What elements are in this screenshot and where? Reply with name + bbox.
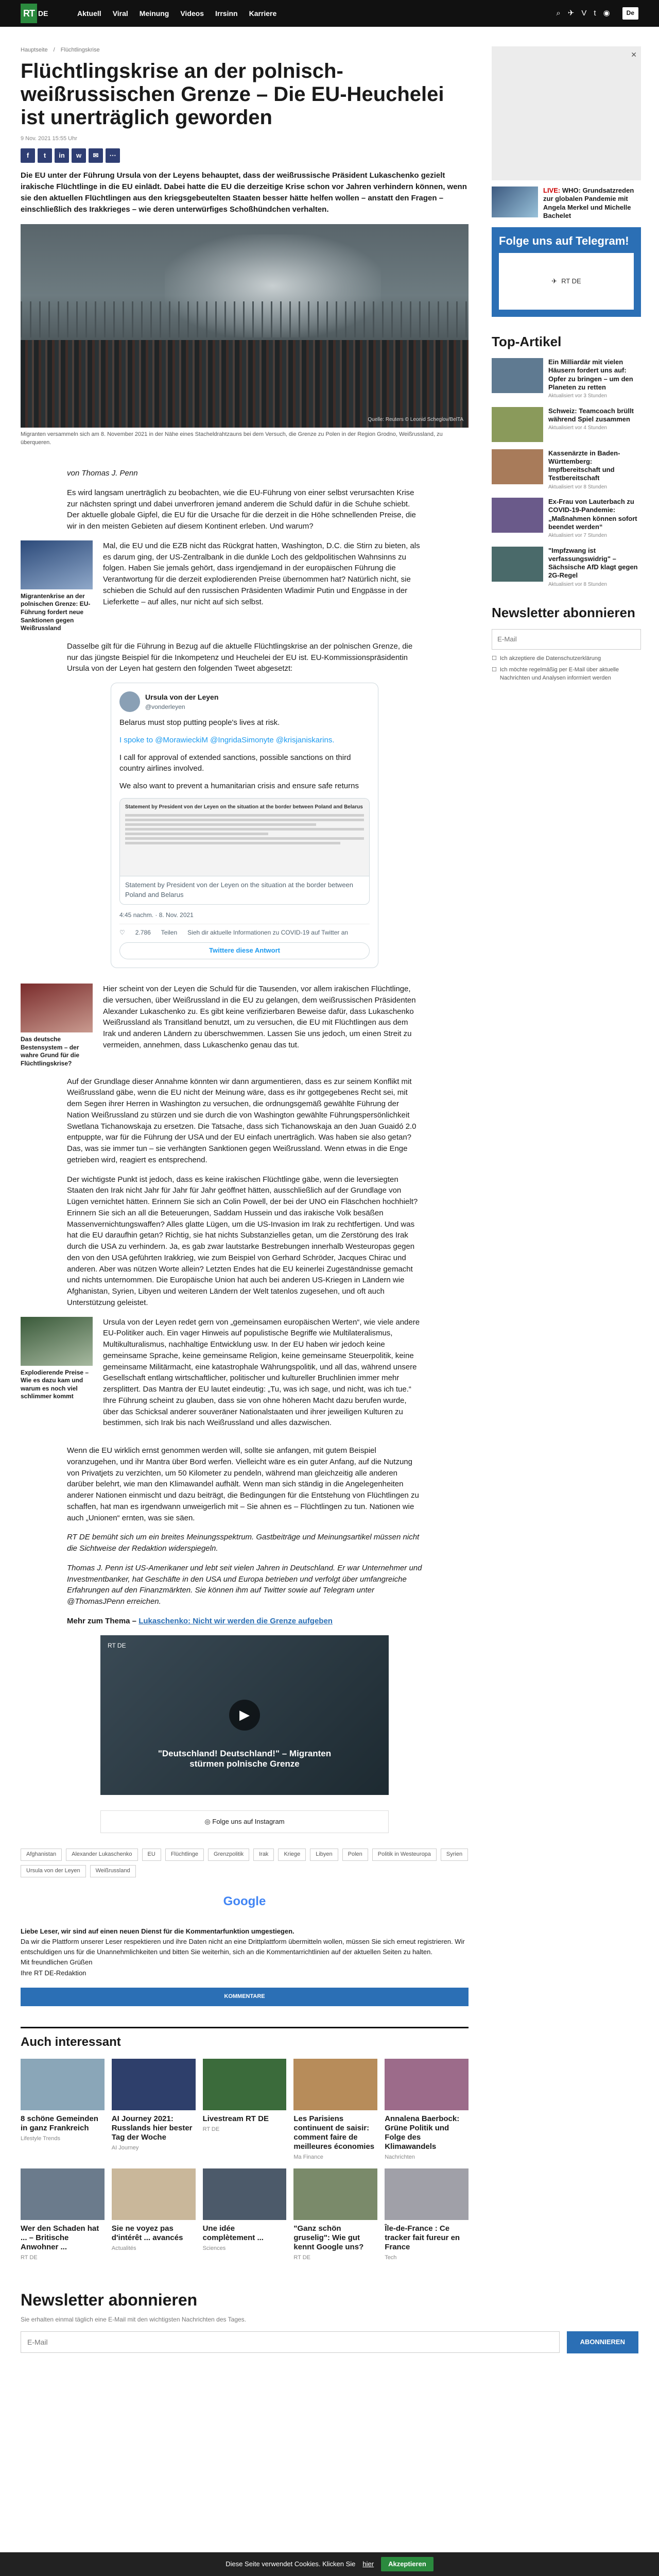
rt-logo[interactable] — [21, 4, 57, 23]
tweet-info[interactable]: Sieh dir aktuelle Informationen zu COVID-19 auf Twitter an — [187, 928, 349, 936]
related-title-1: Migrantenkrise an der polnischen Grenze: EU-Führung fordert neue Sanktionen gegen Weißrussland — [21, 592, 91, 632]
more-topic-label: Mehr zum Thema – — [67, 1616, 137, 1625]
card-image — [293, 2168, 377, 2220]
live-text: WHO: Grundsatzreden zur globalen Pandemie mit Angela Merkel und Michelle Bachelet — [543, 187, 634, 219]
breadcrumb — [21, 46, 469, 55]
breadcrumb-topic[interactable]: Flüchtlingskrise — [60, 47, 100, 53]
paragraph-5: Auf der Grundlage dieser Annahme könnten wir dann argumentieren, dass es zur seinem Konflikt mit Weißrussland gäbe, wenn die EU nicht der Meinung wäre, dass es ihr gottgegebenes Recht sei, mit dem Segen ihrer Herren in Washington zu versuchen, die ordnungsgemäß gewählte Führung der Nation Weißrussland zu stürzen und sie durch die von Washington gewählte Führungspersönlichkeit Swetlana Tichanowskaja zu ersetzen. Die Tatsache, dass sich Tichanowskaja an den Juan Guaidó 2.0 entpuppte, war für die Führung der USA und der EU einfach unerträglich. Was haben sie also getan? Das, was sie immer tun – sie verhängten Sanktionen gegen Weißrussland. Wenn etwas in die Enge getrieben wird, reagiert es entsprechend. — [67, 1077, 417, 1164]
disclaimer: RT DE bemüht sich um ein breites Meinungsspektrum. Gastbeiträge und Meinungsartikel müssen nicht die Sichtweise der Redaktion widerspiegeln. — [67, 1533, 420, 1553]
newsletter-bottom-button[interactable]: ABONNIEREN — [567, 2331, 638, 2353]
comment-notice — [21, 1926, 469, 1978]
hero-image — [21, 224, 469, 428]
top-article[interactable] — [492, 358, 641, 400]
newsletter-bottom-row — [21, 2331, 638, 2353]
embedded-tweet — [111, 683, 378, 968]
hero-crowd — [21, 340, 469, 428]
twitter-share-icon[interactable]: t — [38, 148, 52, 163]
play-icon[interactable]: ▶ — [229, 1700, 260, 1731]
newsletter-bottom — [21, 2288, 638, 2353]
tweet-time[interactable]: 4:45 nachm. · 8. Nov. 2021 — [119, 911, 194, 919]
top-article-title: Ein Milliardär mit vielen Häusern fordert uns auf: Opfer zu bringen – um den Planeten zu retten — [548, 358, 633, 391]
doc-line — [125, 837, 364, 840]
top-article-time: Aktualisiert vor 8 Stunden — [548, 581, 607, 587]
doc-line — [125, 828, 364, 831]
card-title: Sie ne voyez pas d'intérêt ... avancés — [111, 2224, 183, 2243]
related-image-3 — [21, 1317, 93, 1366]
tweet-header — [119, 691, 370, 712]
instagram-follow[interactable] — [100, 1810, 389, 1834]
newsletter-bottom-title: Newsletter abonnieren — [21, 2291, 198, 2310]
top-article[interactable] — [492, 449, 641, 491]
inline-block-1 — [21, 540, 422, 633]
newsletter-bottom-sub: Sie erhalten einmal täglich eine E-Mail mit den wichtigsten Nachrichten des Tages. — [21, 2315, 247, 2323]
article-date: 9 Nov. 2021 15:55 Uhr — [21, 135, 77, 142]
logo-rt: RT — [21, 4, 37, 23]
top-article-time: Aktualisiert vor 8 Stunden — [548, 484, 607, 490]
telegram-box[interactable] — [492, 227, 641, 317]
top-article-image — [492, 407, 543, 442]
card-image — [203, 2059, 287, 2110]
card-title: "Ganz schön gruselig": Wie gut kennt Google uns? — [293, 2224, 364, 2252]
telegram-card — [499, 253, 634, 310]
related-article-1[interactable] — [21, 540, 93, 633]
card-title: Une idée complètement ... — [202, 2224, 264, 2243]
notice-line-3: Mit freundlichen Grüßen — [21, 1958, 93, 1967]
card-source: Lifestyle Trends — [21, 2135, 61, 2142]
tweet-text-2[interactable]: I spoke to @MorawieckiM @IngridaSimonyte @krisjaniskarins. — [119, 735, 335, 744]
tag[interactable]: Weißrussland — [90, 1865, 136, 1877]
cookie-text: Diese Seite verwendet Cookies. Klicken Sie — [226, 2560, 356, 2568]
top-article-title: Schweiz: Teamcoach brüllt während Spiel zusammen — [548, 406, 634, 423]
card-source: Tech — [385, 2255, 397, 2261]
notice-line-1: Liebe Leser, wir sind auf einen neuen Dienst für die Kommentarfunktion umgestiegen. — [21, 1927, 294, 1936]
telegram-icon: ✈ — [551, 277, 558, 285]
card-title: Wer den Schaden hat ... – Britische Anwohner ... — [21, 2224, 99, 2252]
tag[interactable]: Ursula von der Leyen — [21, 1865, 86, 1877]
tag[interactable]: Politik in Westeuropa — [372, 1849, 437, 1861]
card-title: AI Journey 2021: Russlands hier bester Tag der Woche — [111, 2114, 193, 2142]
video-channel: RT DE — [108, 1641, 126, 1649]
nav-item-meinung[interactable]: Meinung — [139, 9, 169, 18]
paragraph-7: Ursula von der Leyen redet gern von „gemeinsamen europäischen Werten“, wie viele andere EU-Politiker auch. Ein vager Hinweis auf populistische Begriffe wie Multilateralismus, Multikulturalismus, nachhaltige Entwicklung usw. In der EU haben wir jedoch keine gemeinsame Sprache, keine gemeinsame Religion, keine gemeinsame Steuerpolitik, keine gemeinsame Militärmacht, eine katastrophale Währungspolitik, und all das, während unsere Gesellschaft entlang wirtschaftlicher, politischer und kultureller Bruchlinien immer mehr zersplittert. Das Mantra der EU lautet eindeutig: „Tu, was ich sage, und nicht, was ich tue.“ Ihre Führung scheint zu glauben, dass sie von ohne höheren Macht dazu berufen wurde, über das Schicksal anderer souveräner Nationalstaaten und ihrer jeweiligen Kulturen zu bestimmen, sich Irak bis nach Weißrussland und alles dazwischen. — [103, 1317, 420, 1428]
tag[interactable]: EU — [142, 1849, 161, 1861]
tweet-author-name[interactable]: Ursula von der Leyen — [145, 693, 219, 702]
tag[interactable]: Grenzpolitik — [208, 1849, 249, 1861]
updates-checkbox-row[interactable] — [492, 666, 641, 683]
tag-list — [21, 1849, 469, 1877]
live-label: LIVE: — [543, 187, 561, 194]
related-title-3: Explodierende Preise – Wie es dazu kam und warum es noch viel schlimmer kommt — [21, 1368, 89, 1400]
paragraph-8: Wenn die EU wirklich ernst genommen werden will, sollte sie anfangen, mit gutem Beispiel voranzugehen, und ihr Mantra über Bord werfen. Vielleicht wäre es ein guter Anfang, auf die Nutzung von Privatjets zu verzichten, um 50 Kilometer zu pendeln, während man gleichzeitig alle anderen darüber belehrt, wie man den Klimawandel aufhält. Wenn man sich ständig in die Angelegenheiten anderer Nationen einmischt und dazu beiträgt, die Bedingungen für die Entstehung von Flüchtlingen zu schaffen, hat man es irgendwann unweigerlich mit – Sie ahnen es – Flüchtlingen zu tun. Nationen wie auch „Unionen“ ernten, was sie säen. — [67, 1446, 419, 1522]
top-articles-title: Top-Artikel — [492, 334, 562, 350]
tweet-likes[interactable]: 2.786 — [135, 928, 151, 936]
related-image-2 — [21, 984, 93, 1032]
twitter-icon[interactable]: t — [594, 9, 596, 18]
whatsapp-share-icon[interactable]: w — [72, 148, 86, 163]
tag[interactable]: Flüchtlinge — [165, 1849, 204, 1861]
updates-label: Ich möchte regelmäßig per E-Mail über aktuelle Nachrichten und Analysen informiert werden — [499, 666, 619, 681]
author-bio: Thomas J. Penn ist US-Amerikaner und lebt seit vielen Jahren in Deutschland. Er war Unternehmer und Investmentbanker, hat Geschäfte in den USA und Europa betrieben und verfolgt über umfangreiche Erfahrungen auf den Finanzmärkten. Sie können ihm auf Twitter sowie auf Telegram unter @ThomasJPenn erreichen. — [67, 1563, 422, 1606]
card-source: Sciences — [202, 2245, 226, 2252]
live-image — [492, 187, 538, 217]
sidebar-newsletter — [492, 603, 641, 683]
more-card[interactable] — [385, 2059, 469, 2162]
tweet-handle[interactable]: @vonderleyen — [145, 703, 185, 710]
tweet-doc-title: Statement by President von der Leyen on the situation at the border between Poland and Belarus — [125, 804, 363, 810]
tweet-text-3: I call for approval of extended sanctions, possible sanctions on third country airlines involved. — [119, 753, 351, 773]
checkbox-icon[interactable]: ☐ — [492, 655, 497, 662]
tweet-reply[interactable]: Teilen — [161, 928, 178, 936]
paragraph-6: Der wichtigste Punkt ist jedoch, dass es keine irakischen Flüchtlinge gäbe, wenn die leversiegten Staaten den Irak nicht Jahr für Jahr für Jahr geöffnet hätten, ausschließlich auf der Grundlage von Lügen vernichtet hätten. Erinnern Sie sich an Colin Powell, der bei der UNO ein Fläschchen hochhielt? Erinnern Sie sich an all die Beteuerungen, Saddam Hussein und das irakische Volk besäßen Massenvernichtungswaffen? Alles glatte Lügen, um die US-Invasion im Irak zu rechtfertigen. Und was hat die EU daraufhin getan? Richtig, sie hat nichts Substanzielles getan, um die Zerstörung des Irak durch die USA zu verhindern. Ja, es gab zwar lautstarke Bestrebungen innerhalb Westeuropas gegen den von den USA geführten Irakkrieg, wie zum Beispiel von Gerhard Schröder, Jacques Chirac und anderen. Aber was nützen Worte allein? Letzten Endes hat die EU keinerlei Zugeständnisse gemacht und nichts unternommen. Die Europäische Union hat auch bei anderen US-Kriegen in Ländern wie Afghanistan, Syrien, Libyen und weiteren Ländern der Welt tatenlos zugesehen, und oft auch Unterstützung geleistet. — [67, 1175, 418, 1307]
hero-credit: Quelle: Reuters © Leonid Scheglov/BelTA — [368, 416, 463, 422]
inline-block-3 — [21, 1317, 422, 1437]
more-card[interactable] — [293, 2168, 377, 2262]
more-topic — [67, 1616, 422, 1627]
notice-line-4: Ihre RT DE-Redaktion — [21, 1969, 86, 1977]
card-image — [112, 2168, 196, 2220]
more-card[interactable] — [203, 2059, 287, 2162]
top-article-time: Aktualisiert vor 3 Stunden — [548, 393, 607, 399]
top-article-image — [492, 358, 543, 393]
card-image — [203, 2168, 287, 2220]
inline-block-2 — [21, 984, 422, 1067]
top-article-title: Kassenärzte in Baden-Württemberg: Impfbereitschaft und Testbereitschaft — [548, 449, 620, 482]
logo-de: DE — [38, 9, 48, 18]
card-source: RT DE — [202, 2126, 220, 2132]
card-image — [293, 2059, 377, 2110]
related-article-2[interactable] — [21, 984, 93, 1067]
more-topic-link[interactable]: Lukaschenko: Nicht wir werden die Grenze aufgeben — [138, 1616, 333, 1625]
nav-item-viral[interactable]: Viral — [112, 9, 128, 18]
paragraph-3: Dasselbe gilt für die Führung in Bezug auf die aktuelle Flüchtlingskrise an der polnischen Grenze, die nur das jüngste Beispiel für die Inkompetenz und Heuchelei der EU ist. EU-Kommissionspräsidentin Ursula von der Leyen hat gestern den folgenden Tweet abgesetzt: — [67, 641, 413, 673]
more-card[interactable] — [112, 2168, 196, 2262]
privacy-label: Ich akzeptiere die Datenschutzerklärung — [499, 655, 601, 662]
top-article[interactable] — [492, 498, 641, 539]
hero-caption: Migranten versammeln sich am 8. November 2021 in der Nähe eines Stacheldrahtzauns bei dem Versuch, die Grenze zu Polen in der Region Grodno, Weißrussland, zu überqueren. — [21, 431, 443, 446]
card-source: RT DE — [21, 2255, 38, 2261]
card-image — [385, 2059, 469, 2110]
tag[interactable]: Alexander Lukaschenko — [66, 1849, 137, 1861]
card-title: Les Parisiens continuent de saisir: comment faire de meilleures économies — [293, 2114, 375, 2151]
paragraph-1: Es wird langsam unerträglich zu beobachten, wie die EU-Führung von einer selbst verursachten Krise zur nächsten springt und dabei unverfroren jemand anderem die Schuld dafür in die Schuhe schiebt. Der aktuelle globale Gipfel, die EU für die Ursache für die derzeit in die Höhe schnellenden Preise, die wir in den meisten Gebieten auf diesem Kontinent erleben. Und warum? — [67, 488, 416, 531]
card-image — [112, 2059, 196, 2110]
avatar[interactable] — [119, 691, 140, 712]
live-teaser[interactable] — [492, 187, 641, 220]
page-title: Flüchtlingskrise an der polnisch-weißrussischen Grenze – Die EU-Heuchelei ist unerträglich geworden — [21, 59, 444, 129]
tag[interactable]: Afghanistan — [21, 1849, 62, 1861]
more-card[interactable] — [293, 2059, 377, 2162]
card-source: AI Journey — [111, 2144, 139, 2151]
privacy-checkbox-row[interactable] — [492, 655, 641, 663]
cookie-accept-button[interactable]: Akzeptieren — [381, 2557, 433, 2572]
breadcrumb-home[interactable]: Hauptseite — [21, 47, 48, 53]
notice-line-2: Da wir die Plattform unserer Leser respektieren und ihre Daten nicht an eine Drittplattform übermitteln wollen, müssen Sie sich erneut registrieren. Wir entschuldigen uns für die Unannehmlichkeiten und bitten Sie weiterhin, sich an die Kommentarrichtlinien auf der aktuellen Seiten zu halten. — [21, 1938, 465, 1956]
more-card[interactable] — [385, 2168, 469, 2262]
top-article-image — [492, 449, 543, 484]
nav-item-irrsinn[interactable]: Irrsinn — [215, 9, 238, 18]
top-article-image — [492, 498, 543, 533]
card-title: Livestream RT DE — [202, 2114, 269, 2123]
telegram-card-label: RT DE — [561, 277, 581, 285]
tweet-actions — [119, 924, 370, 937]
more-section-title: Auch interessant — [21, 2027, 469, 2052]
tag[interactable]: Libyen — [310, 1849, 338, 1861]
tag[interactable]: Kriege — [278, 1849, 306, 1861]
more-card[interactable] — [203, 2168, 287, 2262]
top-article-title: "Impfzwang ist verfassungswidrig" – Sächsische AfD klagt gegen 2G-Regel — [548, 546, 638, 580]
doc-line — [125, 814, 364, 817]
card-title: Île-de-France : Ce tracker fait fureur en France — [385, 2224, 460, 2252]
cookie-banner — [0, 2552, 659, 2576]
telegram-title: Folge uns auf Telegram! — [499, 234, 629, 247]
related-title-2: Das deutsche Bestensystem – der wahre Grund für die Flüchtlingskrise? — [21, 1036, 80, 1067]
card-image — [21, 2168, 105, 2220]
comments-button[interactable]: KOMMENTARE — [21, 1988, 469, 2006]
top-article-image — [492, 547, 543, 582]
tag[interactable]: Polen — [342, 1849, 368, 1861]
top-article[interactable] — [492, 547, 641, 588]
top-article-time: Aktualisiert vor 7 Stunden — [548, 533, 607, 539]
paragraph-4: Hier scheint von der Leyen die Schuld für die Tausenden, vor allem irakischen Flüchtlinge, die versuchen, über Weißrussland in die EU zu gelangen, dem weißrussischen Präsidenten Alexander Lukaschenko zu. Es gibt keine verifizierbaren Beweise dafür, dass Lukaschenko Weißrussland als Transitland benutzt, um zu versuchen, die EU mit Flüchtlingen aus dem Irak und anderen Ländern zu überschwemmen. Lassen Sie uns jedoch, um einen Streit zu vermeiden, annehmen, dass Lukaschenko genau das tut. — [103, 985, 416, 1049]
more-card[interactable] — [21, 2059, 105, 2162]
tag[interactable]: Syrien — [441, 1849, 468, 1861]
tweet-text-4: We also want to prevent a humanitarian crisis and ensure safe returns — [119, 782, 359, 791]
doc-line — [125, 819, 364, 821]
newsletter-bottom-email[interactable] — [21, 2331, 560, 2353]
nav-item-aktuell[interactable]: Aktuell — [77, 9, 101, 18]
tweet-card-caption: Statement by President von der Leyen on the situation at the border between Poland and Belarus — [120, 876, 369, 904]
paragraph-2: Mal, die EU und die EZB nicht das Rückgrat hatten, Washington, D.C. die Stirn zu bieten, als es darum ging, der US-Zentralbank in die dunkle Loch des geldpolitischen Wahnsinns zu folgen. Haben Sie jemals gehört, dass irgendjemand in der europäischen Führung die Verantwortung für die derzeit explodierenden Preise übernommen hat? Natürlich nicht, sie schieben die Schuld auf den russischen Präsidenten Wladimir Putin und Engpässe in der Lieferkette – auf alles, nur nicht auf sich selbst. — [103, 541, 420, 606]
language-selector[interactable]: De — [622, 7, 638, 19]
top-article-time: Aktualisiert vor 4 Stunden — [548, 425, 607, 431]
live-text-box — [543, 187, 641, 220]
card-source: Ma Finance — [293, 2154, 323, 2160]
close-icon[interactable]: ✕ — [631, 50, 637, 59]
more-card[interactable] — [112, 2059, 196, 2162]
doc-line — [125, 833, 268, 835]
video-title: "Deutschland! Deutschland!" – Migranten stürmen polnische Grenze — [158, 1748, 332, 1769]
top-article-title: Ex-Frau von Lauterbach zu COVID-19-Pandemie: „Maßnahmen können sofort beendet werden“ — [548, 498, 637, 531]
more-share-icon[interactable]: ⋯ — [106, 148, 120, 163]
linkedin-share-icon[interactable]: in — [55, 148, 69, 163]
related-image-1 — [21, 540, 93, 589]
article-author: von Thomas J. Penn — [67, 469, 138, 478]
facebook-share-icon[interactable]: f — [21, 148, 35, 163]
main-nav — [77, 8, 276, 19]
sidebar-newsletter-title: Newsletter abonnieren — [492, 605, 635, 621]
instagram-label: Folge uns auf Instagram — [212, 1817, 285, 1825]
sidebar — [492, 46, 641, 686]
cookie-link[interactable]: hier — [362, 2560, 374, 2568]
breadcrumb-sep: / — [53, 47, 55, 53]
tweet-text-1: Belarus must stop putting people's lives at risk. — [119, 718, 280, 727]
more-card[interactable] — [21, 2168, 105, 2262]
related-article-3[interactable] — [21, 1317, 93, 1437]
header-tools — [556, 7, 638, 19]
like-icon[interactable]: ♡ — [119, 928, 125, 936]
search-icon[interactable]: ⌕ — [556, 9, 561, 18]
tweet-card-image — [120, 799, 369, 876]
ad-slot — [492, 46, 641, 180]
tweet-more-button[interactable]: Twittere diese Antwort — [119, 942, 370, 959]
doc-line — [125, 823, 316, 826]
tweet-card[interactable] — [119, 798, 370, 905]
doc-line — [125, 842, 340, 844]
telegram-icon[interactable]: ✈ — [567, 9, 575, 18]
vk-icon[interactable]: V — [581, 9, 587, 18]
share-bar — [21, 148, 469, 163]
more-cards — [21, 2059, 469, 2263]
tag[interactable]: Irak — [253, 1849, 274, 1861]
top-article[interactable] — [492, 407, 641, 442]
hero-fence — [21, 301, 469, 337]
google-logo[interactable]: Google — [223, 1894, 266, 1909]
rss-icon[interactable]: ◉ — [603, 9, 610, 18]
nav-item-karriere[interactable]: Karriere — [249, 9, 277, 18]
card-source: RT DE — [293, 2255, 310, 2261]
card-title: Annalena Baerbock: Grüne Politik und Folge des Klimawandels — [385, 2114, 460, 2151]
top-navigation-bar — [0, 0, 659, 27]
card-source: Nachrichten — [385, 2154, 415, 2160]
card-title: 8 schöne Gemeinden in ganz Frankreich — [21, 2114, 98, 2132]
email-share-icon[interactable]: ✉ — [89, 148, 103, 163]
card-image — [385, 2168, 469, 2220]
instagram-icon: ◎ — [204, 1817, 213, 1825]
article-lead: Die EU unter der Führung Ursula von der Leyens behauptet, dass der weißrussische Präsident Lukaschenko gezielt irakische Flüchtlinge in die EU einlädt. Dabei hatte die EU die derzeitige Krise schon vor Jahren verhindern können, wenn sie den aktuellen Flüchtlingen aus den kriegsgebeutelten Staaten besser hätte helfen wollen – anstatt den Fragen – einschließlich des Irakkrieges – wie deren unterwürfiges Schoßhündchen verhalten. — [21, 171, 467, 214]
card-source: Actualités — [111, 2245, 136, 2252]
article-body — [21, 468, 422, 1626]
card-image — [21, 2059, 105, 2110]
checkbox-icon[interactable]: ☐ — [492, 666, 497, 673]
nav-item-videos[interactable]: Videos — [180, 9, 204, 18]
sidebar-email-field[interactable] — [492, 629, 641, 650]
video-player[interactable] — [100, 1635, 389, 1795]
